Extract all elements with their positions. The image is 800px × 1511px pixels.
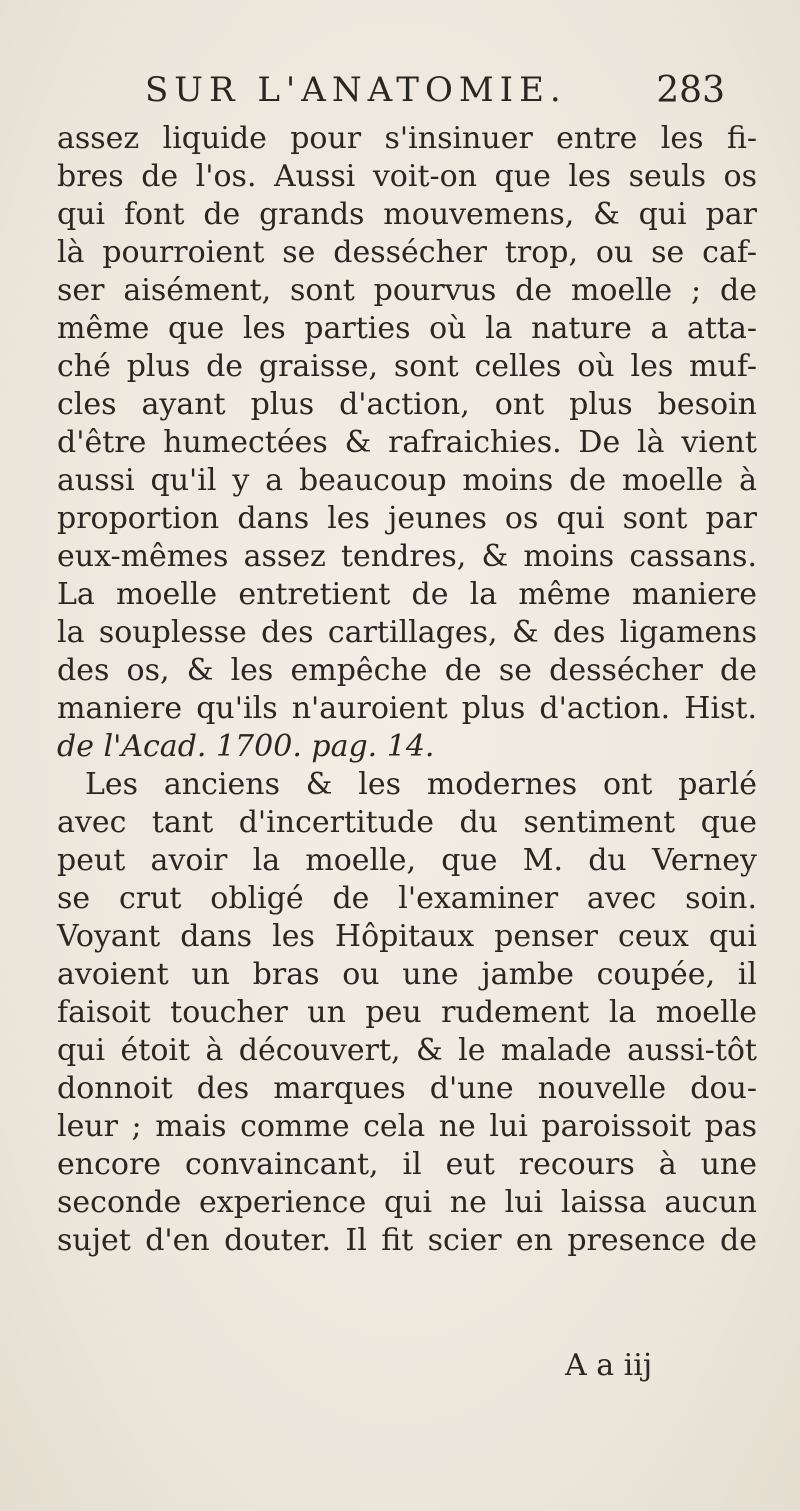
text-line: cles ayant plus d'action, ont plus besoin: [57, 387, 757, 422]
text-line: aussi qu'il y a beaucoup moins de moelle à: [57, 463, 757, 498]
text-line: Les anciens & les modernes ont parlé: [85, 767, 757, 802]
page-header: [145, 70, 725, 120]
signature-mark: A a iij: [565, 1348, 653, 1383]
text-line: Voyant dans les Hôpitaux penser ceux qui: [57, 919, 757, 954]
text-line: avec tant d'incertitude du sentiment que: [57, 805, 757, 840]
text-line: la souplesse des cartillages, & des ligamens: [57, 615, 757, 650]
text-line: de l'Acad. 1700. pag. 14.: [57, 729, 435, 764]
text-line: même que les parties où la nature a atta-: [57, 311, 757, 346]
text-line: eux-mêmes assez tendres, & moins cassans.: [57, 539, 757, 574]
text-line: maniere qu'ils n'auroient plus d'action. Hist.: [57, 691, 757, 726]
text-line: avoient un bras ou une jambe coupée, il: [57, 957, 757, 992]
text-line: proportion dans les jeunes os qui sont par: [57, 501, 757, 536]
text-line: ser aisément, sont pourvus de moelle ; de: [57, 273, 757, 308]
text-line: encore convaincant, il eut recours à une: [57, 1147, 757, 1182]
text-line: donnoit des marques d'une nouvelle dou-: [57, 1071, 757, 1106]
text-line: se crut obligé de l'examiner avec soin.: [57, 881, 757, 916]
body-text: [57, 120, 757, 1260]
text-line: ché plus de graisse, sont celles où les muf-: [57, 349, 757, 384]
text-line: peut avoir la moelle, que M. du Verney: [57, 843, 757, 878]
text-line: qui font de grands mouvemens, & qui par: [57, 197, 757, 232]
text-line: La moelle entretient de la même maniere: [57, 577, 757, 612]
running-head: SUR L'ANATOMIE.: [145, 70, 567, 110]
text-line: bres de l'os. Aussi voit-on que les seuls os: [57, 159, 757, 194]
text-line: sujet d'en douter. Il fit scier en presence de: [57, 1223, 757, 1258]
text-line: leur ; mais comme cela ne lui paroissoit pas: [57, 1109, 757, 1144]
page-number: 283: [656, 70, 725, 111]
text-line: faisoit toucher un peu rudement la moelle: [57, 995, 757, 1030]
text-line: seconde experience qui ne lui laissa aucun: [57, 1185, 757, 1220]
text-line: d'être humectées & rafraichies. De là vient: [57, 425, 757, 460]
text-line: qui étoit à découvert, & le malade aussi-tôt: [57, 1033, 757, 1068]
text-line: là pourroient se dessécher trop, ou se caf-: [57, 235, 757, 270]
text-line: assez liquide pour s'insinuer entre les fi-: [57, 121, 757, 156]
text-line: des os, & les empêche de se dessécher de: [57, 653, 757, 688]
